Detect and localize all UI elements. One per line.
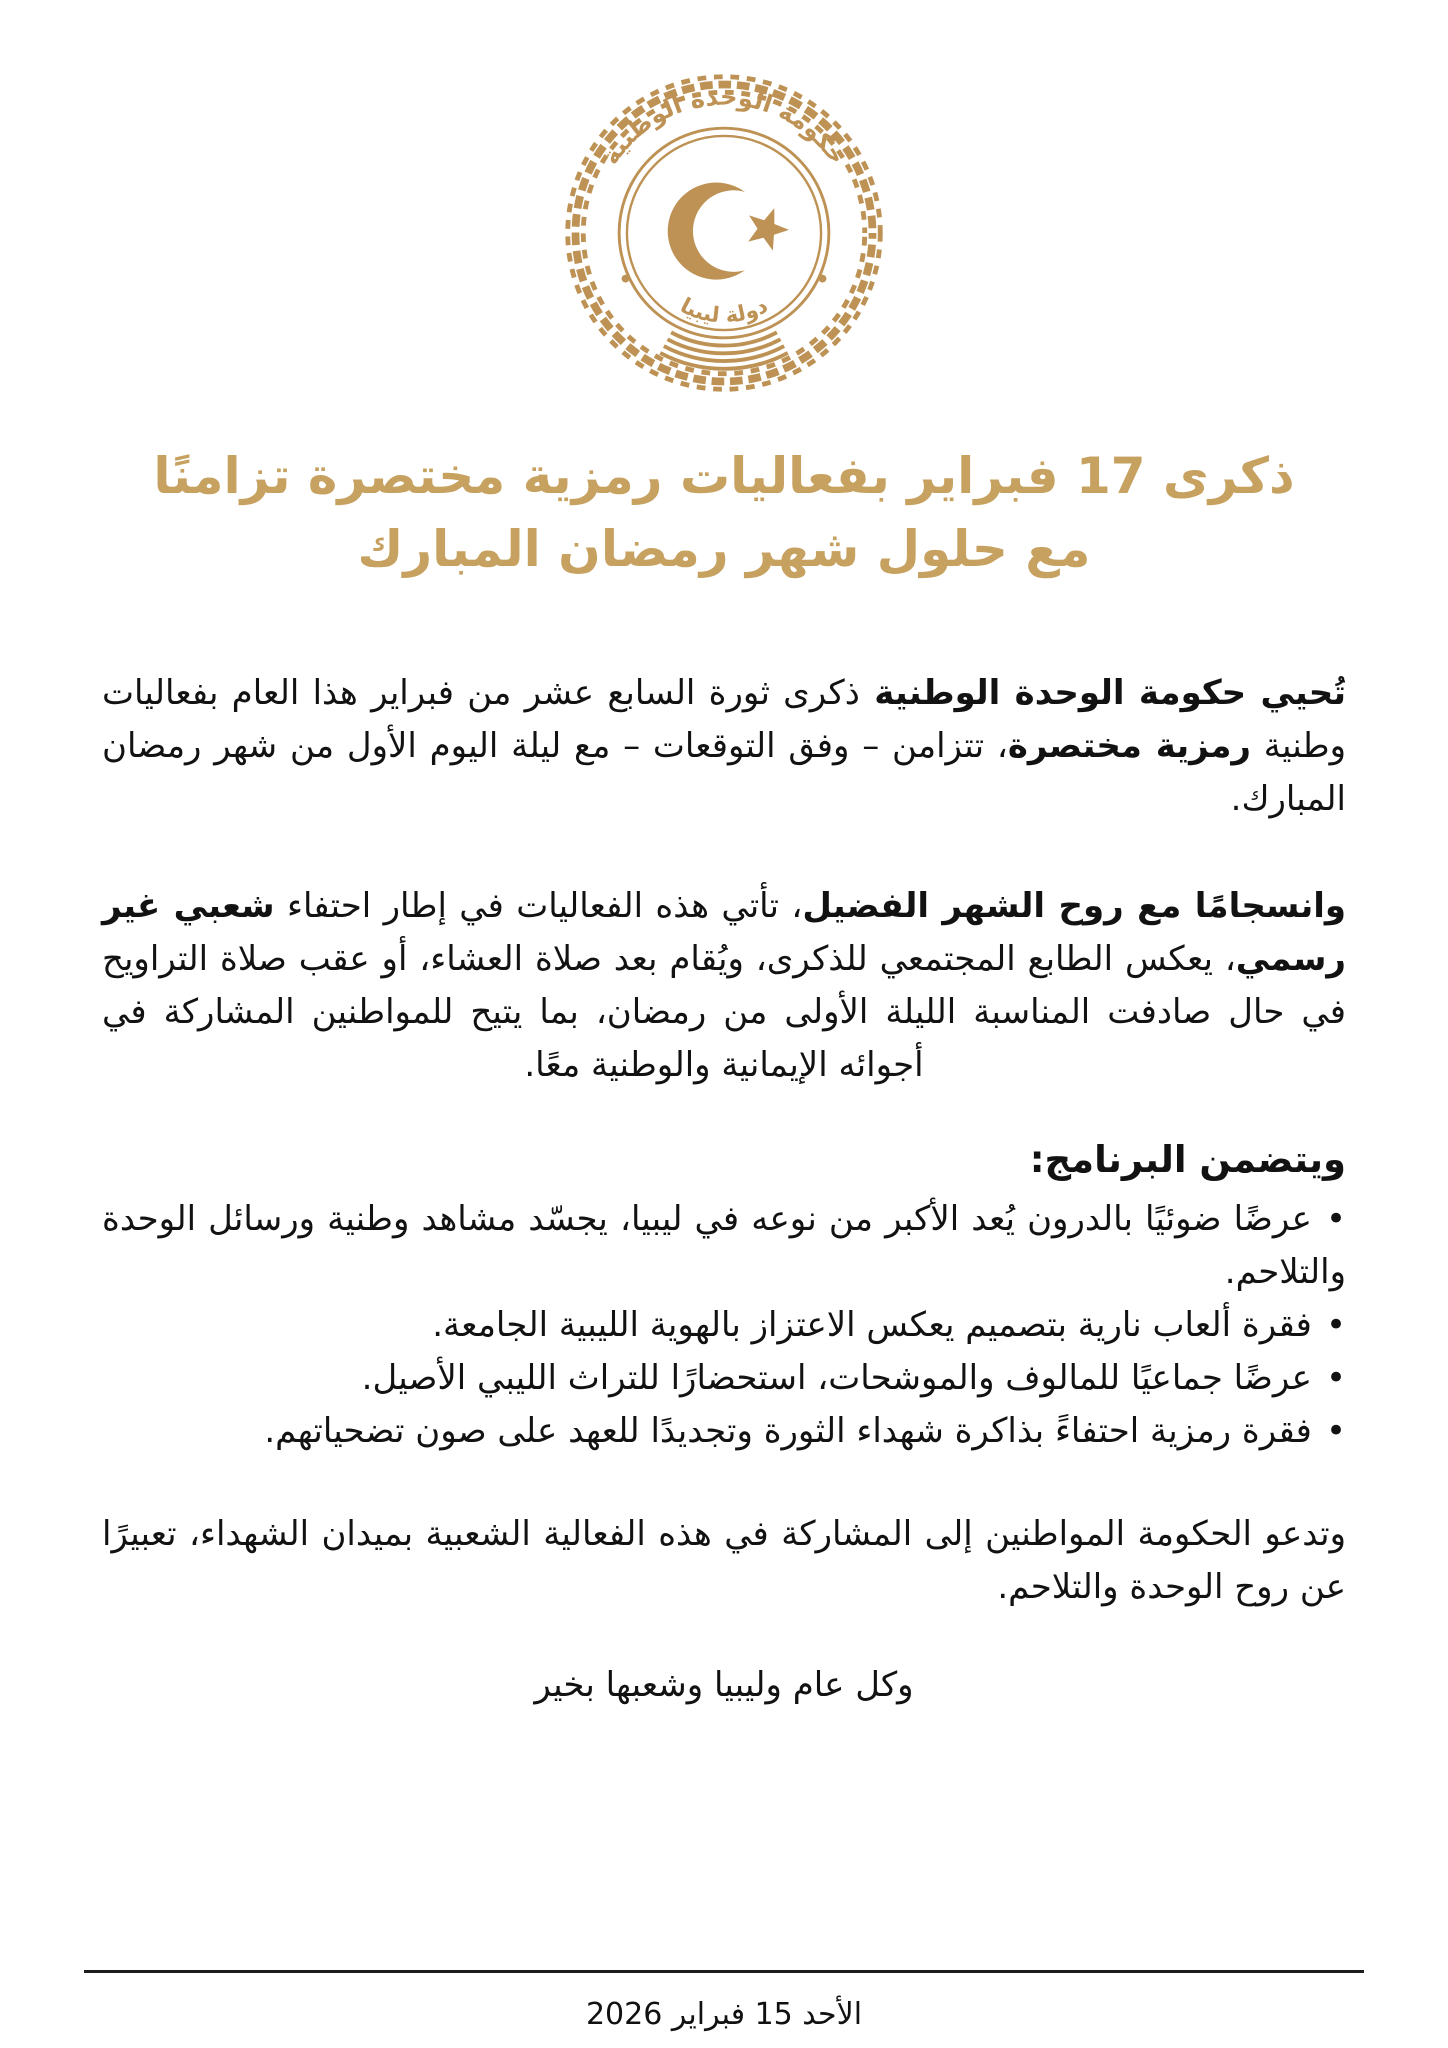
bullet-marker: •	[1325, 1358, 1346, 1399]
footer-date: الأحد 15 فبراير 2026	[585, 1997, 863, 2032]
body-content	[0, 585, 1448, 1711]
program-item-text: عرضًا جماعيًا للمالوف والموشحات، استحضارًا للتراث الليبي الأصيل.	[361, 1358, 1312, 1399]
context-paragraph: وانسجامًا مع روح الشهر الفضيل، تأتي هذه الفعاليات في إطار احتفاء شعبي غير رسمي، يعكس الطابع المجتمعي للذكرى، ويُقام بعد صلاة العشاء، أو عقب صلاة التراويح في حال صادفت المناسبة الليلة الأولى من رمضان، بما يتيح للمواطنين المشاركة في أجوائه الإيمانية والوطنية معًا.	[102, 886, 1346, 1086]
program-item-text: فقرة ألعاب نارية بتصميم يعكس الاعتزاز بالهوية الليبية الجامعة.	[432, 1305, 1312, 1346]
page-footer	[0, 1970, 1448, 2048]
intro-paragraph: تُحيي حكومة الوحدة الوطنية ذكرى ثورة السابع عشر من فبراير هذا العام بفعاليات وطنية رمزية مختصرة، تتزامن – وفق التوقعات – مع ليلة اليوم الأول من شهر رمضان المبارك.	[102, 673, 1347, 820]
seal-svg	[559, 68, 889, 398]
page-title	[90, 440, 1358, 585]
closing-paragraph: وتدعو الحكومة المواطنين إلى المشاركة في هذه الفعالية الشعبية بميدان الشهداء، تعبيرًا عن روح الوحدة والتلاحم.	[102, 1514, 1346, 1608]
program-item	[102, 1405, 1346, 1458]
program-item	[102, 1299, 1346, 1352]
program-heading: ويتضمن البرنامج:	[1029, 1138, 1346, 1182]
title-line-2: مع حلول شهر رمضان المبارك	[357, 519, 1091, 578]
bullet-marker: •	[1325, 1411, 1346, 1452]
seal-ring-top-text: حكومة الوحدة الوطنية	[595, 81, 853, 170]
bullet-marker: •	[1325, 1199, 1346, 1240]
program-item	[102, 1193, 1346, 1299]
program-item	[102, 1352, 1346, 1405]
title-line-1: ذكرى 17 فبراير بفعاليات رمزية مختصرة تزامنًا	[153, 447, 1295, 505]
bullet-marker: •	[1325, 1305, 1346, 1346]
government-seal-logo	[559, 68, 889, 398]
greeting-line: وكل عام وليبيا وشعبها بخير	[534, 1665, 914, 1706]
seal-ring-bottom-text: دولة ليبيا	[675, 293, 773, 329]
program-item-text: فقرة رمزية احتفاءً بذاكرة شهداء الثورة وتجديدًا للعهد على صون تضحياتهم.	[264, 1411, 1312, 1452]
program-item-text: عرضًا ضوئيًا بالدرون يُعد الأكبر من نوعه في ليبيا، يجسّد مشاهد وطنية ورسائل الوحدة والتلاحم.	[102, 1199, 1346, 1293]
footer-divider	[84, 1970, 1364, 1973]
program-list	[102, 1193, 1346, 1458]
